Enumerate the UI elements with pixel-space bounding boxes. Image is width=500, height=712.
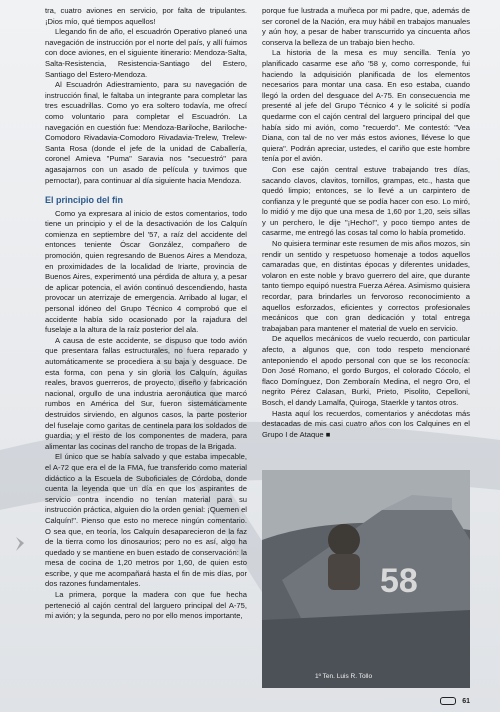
paragraph-closing (262, 409, 470, 441)
paragraph: Como ya expresara al inicio de estos comentarios, todo tiene un principio y el de la desactivación de los Calquín comienza en septiembre del '57, a raíz del accidente del entonces teniente Óscar González, compañero de promoción, quien regresando de Buenos Aires a Mendoza, en proximidades de la localidad de Iriarte, provincia de Buenos Aires, experimentó una pérdida de altura y, a pesar de aplicar potencia, el avión continuó descendiendo, hasta provocar un aterrizaje de emergencia. Arribado al lugar, el personal idóneo del Grupo Técnico 4 comprobó que el accidente había sido ocasionado por la rajadura del fuselaje a la altura de la raíz posterior del ala. (45, 208, 247, 335)
section-heading: El principio del fin (45, 195, 124, 206)
page-number: 61 (462, 697, 470, 705)
fuselage-marking: 58 (380, 562, 418, 600)
paragraph: No quisiera terminar este resumen de mis años mozos, sin rendir un sentido y respetuoso homenaje a todos aquellos camaradas que, en distintas épocas y diferentes unidades, volaron en este noble y bravo guerrero del aire, que durante tanto tiempo equipó nuestra Fuerza Aérea. Asimismo quisiera recordar, para brindarles un fervoroso reconocimiento a aquellos esforzados, eficientes y correctos profesionales mecánicos que con gran dedicación y total entrega trabajaban para mantener el material de vuelo en servicio. (262, 239, 470, 333)
paragraph: Con ese cajón central estuve trabajando tres días, sacando clavos, clavitos, tornillos, grampas, etc., hasta que quedó limpio; entonces, se lo llevé a un carpintero de confianza y le pregunté que se podía hacer con eso. Lo miró, lo midió y me dijo que una mesa de 1,60 por 1,20, seis sillas y un perchero, le dije "¡Hecho!", y poco tiempo antes de casarme, me entregó las cosas tal como lo había prometido. (262, 164, 470, 238)
paragraph: Al Escuadrón Adiestramiento, para su navegación de instrucción final, le faltaba un integrante para completar las tres escuadrillas. Como yo era soltero todavía, me ofrecí como voluntario para completar el Escuadrón. La navegación en cuestión fue: Mendoza-Bariloche, Bariloche-Comodoro Rivadavia-Comodoro Rivadavia-Trelew, Trelew-Santa Rosa (donde el jefe de la unidad de Caballería, coronel Amieva "Puma" Saravia nos "secuestró" para agasajarnos con un asado de película y tuvimos que pernoctar), para continuar al día siguiente hacia Mendoza. (45, 80, 247, 185)
pilot-in-cockpit-illustration (262, 470, 470, 688)
paragraph: De aquellos mecánicos de vuelo recuerdo, con particular afecto, a algunos que, con todo respeto mencionaré anteponiendo el apodo personal con que se los reconocía: Don José Romano, el gordo Burgos, el colorado Cócolo, el flaco Domínguez, Don Zemboraín Medina, el negro Oro, el negrito Pérez Calasan, Burki, Prieto, Pisolito, Cepelloni, Bosch, el dandy Lamalfa, Quiroga, Staerkle y tantos otros. (262, 334, 470, 407)
margin-decoration-icon (14, 537, 26, 551)
paragraph: A causa de este accidente, se dispuso que todo avión que presentara fallas estructurales, no fuera reparado y automáticamente se procediera a su baja y desguace. De esta forma, con pena y sin gloria los Calquín, águilas reales, bravos guerreros, de proyecto, diseño y fabricación nacional, orgullo de una industria aeronáutica que marcó rumbos en América del Sur, fueron sistemáticamente destruidos sirviendo, en algunos casos, la parte posterior del fuselaje como garitas de centinela para los soldados de guardia; y el resto de los componentes de madera, para alimentar las cocinas del rancho de tropas de la Brigada. (45, 335, 247, 451)
paragraph: La primera, porque la madera con que fue hecha perteneció al cajón central del larguero principal del A-75, mi avión; y la segunda, pero no por ello menos importante, (45, 590, 247, 621)
right-column (262, 6, 470, 440)
closing-text: Hasta aquí los recuerdos, comentarios y anécdotas más destacadas de mis casi cuatro años con los Calquines en el Grupo I de Ataque (262, 408, 470, 439)
photo-caption: 1º Ten. Luis R. Tollo (315, 673, 373, 680)
end-mark-icon: ■ (325, 429, 331, 439)
publication-logo-icon (440, 697, 456, 705)
paragraph: La historia de la mesa es muy sencilla. Tenía yo planificado casarme ese año '58 y, como corresponde, fui haciendo la adquisición planificada de los elementos necesarios para montar una casa. En eso estaba, cuando llegó la orden del desguace del A-75. En consecuencia me presenté al jefe del Grupo Técnico 4 y le solicité si podía quedarme con el cajón central del larguero principal del que había sido mi avión, como "recuerdo". Me contestó: "Vea Diana, con tal de no ver más estos aviones, llévese lo que quiera". Podrán apreciar, ustedes, el cariño que este hombre tenía por el avión. (262, 48, 470, 164)
paragraph: porque fue lustrada a muñeca por mi padre, que, además de ser coronel de la Nación, era muy hábil en trabajos manuales y aún hoy, a pesar de haber transcurrido ya cincuenta años conserva la belleza de un trabajo bien hecho. (262, 6, 470, 47)
pilot-photo (262, 470, 470, 688)
paragraph: El único que se había salvado y que estaba impecable, el A-72 que era el de la FMA, fue transferido como material didáctico a la Escuela de Suboficiales de Córdoba, donde cuenta la leyenda que un día en que los aspirantes de servicio contra incendio no tenían material para su instrucción práctica, alguien dio la orden genial: ¡Quemen el Calquín!". Pienso que esto no merece ningún comentario. O sea que, en teoría, los Calquín desaparecieron de la faz de la tierra como los dinosaurios; pero no es así, algo ha quedado y se mantiene en buen estado de conservación: la mesa de cocina de 1,20 metros por 1,60, de quien esto escribe, y que me acompañará hasta el fin de mis días, por dos razones fundamentales. (45, 452, 247, 589)
paragraph: Llegando fin de año, el escuadrón Operativo planeó una navegación de instrucción por el norte del país, y allí fuimos con doce aviones, en el siguiente itinerario: Mendoza-Salta, Salta-Resistencia, Resistencia-Santiago del Estero, Santiago del Estero-Mendoza. (45, 27, 247, 79)
page-footer (440, 697, 470, 705)
left-column (45, 6, 247, 622)
paragraph: tra, cuatro aviones en servicio, por falta de tripulantes. ¡Dios mío, qué tiempos aquellos! (45, 6, 247, 26)
